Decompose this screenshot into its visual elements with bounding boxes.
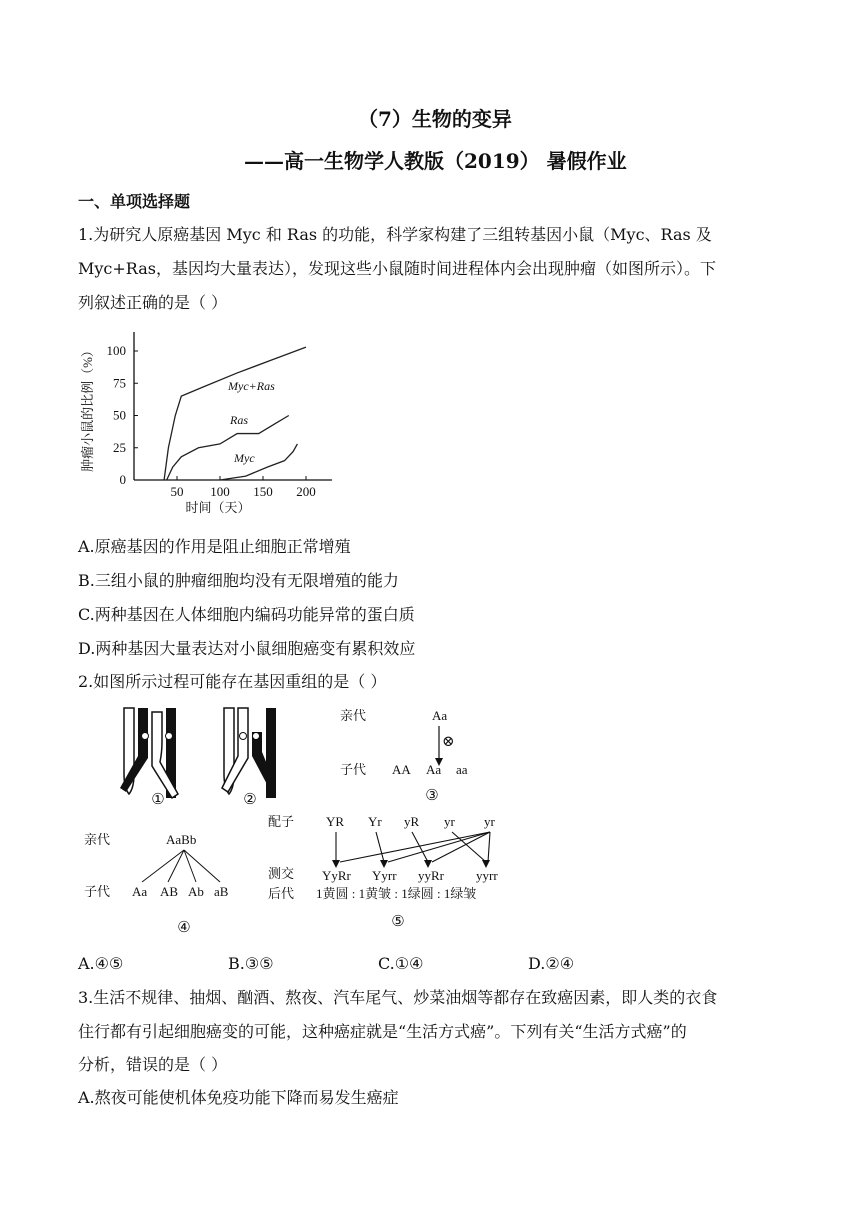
y-tick-label: 0 xyxy=(119,472,126,487)
series-label-ras: Ras xyxy=(230,413,248,427)
y-tick-label: 50 xyxy=(113,407,126,423)
p3-parent-label: 亲代 xyxy=(340,708,367,723)
p5-offspring-4: yyrr xyxy=(476,868,498,883)
p5-gamete-3: yR xyxy=(404,814,420,829)
q2-option-a: A.④⑤ xyxy=(78,954,124,973)
series-line-ras xyxy=(167,416,289,481)
y-tick-label: 100 xyxy=(106,343,126,358)
centromere xyxy=(253,733,260,740)
p4-arrow xyxy=(142,850,184,882)
q2-option-b: B.③⑤ xyxy=(228,954,274,973)
x-tick-label: 100 xyxy=(210,484,230,499)
chart-xlabel: 时间（天） xyxy=(185,500,251,515)
q1-stem-line3: 列叙述正确的是（ ） xyxy=(78,293,228,312)
panel-number-3: ③ xyxy=(425,788,439,804)
p5-gamete-5: yr xyxy=(484,814,495,829)
page-title: （7）生物的变异 xyxy=(358,107,512,131)
q3-stem-line2: 住行都有引起细胞癌变的可能，这种癌症就是“生活方式癌”。下列有关“生活方式癌”的 xyxy=(78,1022,687,1041)
gamete-formation-diagram xyxy=(84,832,229,936)
centromere xyxy=(240,733,247,740)
page-subtitle: ——高一生物学人教版（2019） 暑假作业 xyxy=(244,149,627,173)
p4-parent-label: 亲代 xyxy=(84,832,111,847)
series-line-myc xyxy=(220,444,297,480)
p4-arrow xyxy=(168,850,184,882)
x-tick-label: 50 xyxy=(170,484,184,499)
q2-option-d: D.②④ xyxy=(528,954,575,973)
p5-gamete-4: yr xyxy=(444,814,455,829)
p5-arrowheads xyxy=(332,860,490,868)
q3-stem-line3: 分析，错误的是（ ） xyxy=(78,1055,228,1074)
p3-child-2: Aa xyxy=(426,762,442,777)
p5-offspring-3: yyRr xyxy=(418,868,444,883)
panel-number-4: ④ xyxy=(177,920,191,936)
q2-stem: 2.如图所示过程可能存在基因重组的是（ ） xyxy=(78,672,387,691)
centromere xyxy=(142,733,149,740)
p3-child-1: AA xyxy=(392,762,411,777)
q1-option-c: C.两种基因在人体细胞内编码功能异常的蛋白质 xyxy=(78,605,415,624)
centromere xyxy=(166,733,173,740)
series-label-myc: Myc xyxy=(234,451,255,465)
selfing-diagram xyxy=(340,708,468,804)
q3-option-a: A.熬夜可能使机体免疫功能下降而易发生癌症 xyxy=(78,1088,399,1107)
chart-ylabel: 肿瘤小鼠的比例（%） xyxy=(80,344,95,472)
x-tick-label: 150 xyxy=(253,484,273,499)
q3-stem-line1: 3.生活不规律、抽烟、酗酒、熬夜、汽车尾气、炒菜油烟等都存在致癌因素，即人类的衣食 xyxy=(78,988,718,1007)
y-tick-label: 25 xyxy=(113,439,126,455)
p4-child-label: 子代 xyxy=(84,884,111,899)
q2-option-c: C.①④ xyxy=(378,954,424,973)
p4-arrow xyxy=(184,850,220,882)
p5-offspring-label: 后代 xyxy=(268,886,295,901)
series-label-myc-ras: Myc+Ras xyxy=(228,379,275,393)
p4-child-3: Ab xyxy=(188,884,204,899)
chromosome-pair-2 xyxy=(222,708,276,808)
panel-number-2: ② xyxy=(243,792,257,808)
y-tick-label: 75 xyxy=(113,375,126,391)
p4-child-2: AB xyxy=(160,884,179,899)
p5-offspring-1: YyRr xyxy=(322,868,351,883)
selfing-symbol: ⊗ xyxy=(442,734,455,750)
q1-stem-line2: Myc+Ras，基因均大量表达），发现这些小鼠随时间进程体内会出现肿瘤（如图所示）。下 xyxy=(78,259,716,278)
p3-parent-genotype: Aa xyxy=(432,708,448,723)
testcross-diagram xyxy=(268,814,498,930)
q2-figure xyxy=(78,702,518,942)
p5-arrows xyxy=(336,832,490,862)
q1-option-b: B.三组小鼠的肿瘤细胞均没有无限增殖的能力 xyxy=(78,571,399,590)
p5-gamete-1: YR xyxy=(326,814,345,829)
p5-offspring-2: Yyrr xyxy=(372,868,397,883)
panel-number-1: ① xyxy=(151,792,165,808)
p4-child-4: aB xyxy=(214,884,229,899)
p5-testcross-label: 测交 xyxy=(268,866,295,881)
section-heading: 一、单项选择题 xyxy=(78,192,191,211)
q1-option-a: A.原癌基因的作用是阻止细胞正常增殖 xyxy=(78,537,351,556)
p5-ratio: 1黄圆 : 1黄皱 : 1绿圆 : 1绿皱 xyxy=(316,886,477,901)
p5-gamete-2: Yr xyxy=(368,814,382,829)
tumor-ratio-chart xyxy=(78,322,348,522)
p3-child-label: 子代 xyxy=(340,762,367,777)
q1-option-d: D.两种基因大量表达对小鼠细胞癌变有累积效应 xyxy=(78,639,416,658)
panel-number-5: ⑤ xyxy=(391,914,405,930)
p4-child-1: Aa xyxy=(132,884,148,899)
p5-gamete-label: 配子 xyxy=(268,814,295,829)
q1-stem-line1: 1.为研究人原癌基因 Myc 和 Ras 的功能，科学家构建了三组转基因小鼠（Myc、Ras 及 xyxy=(78,225,712,244)
chromosome-pair-1 xyxy=(120,708,178,808)
x-tick-label: 200 xyxy=(296,484,316,499)
p3-child-3: aa xyxy=(456,762,468,777)
p4-parent-genotype: AaBb xyxy=(166,832,197,847)
